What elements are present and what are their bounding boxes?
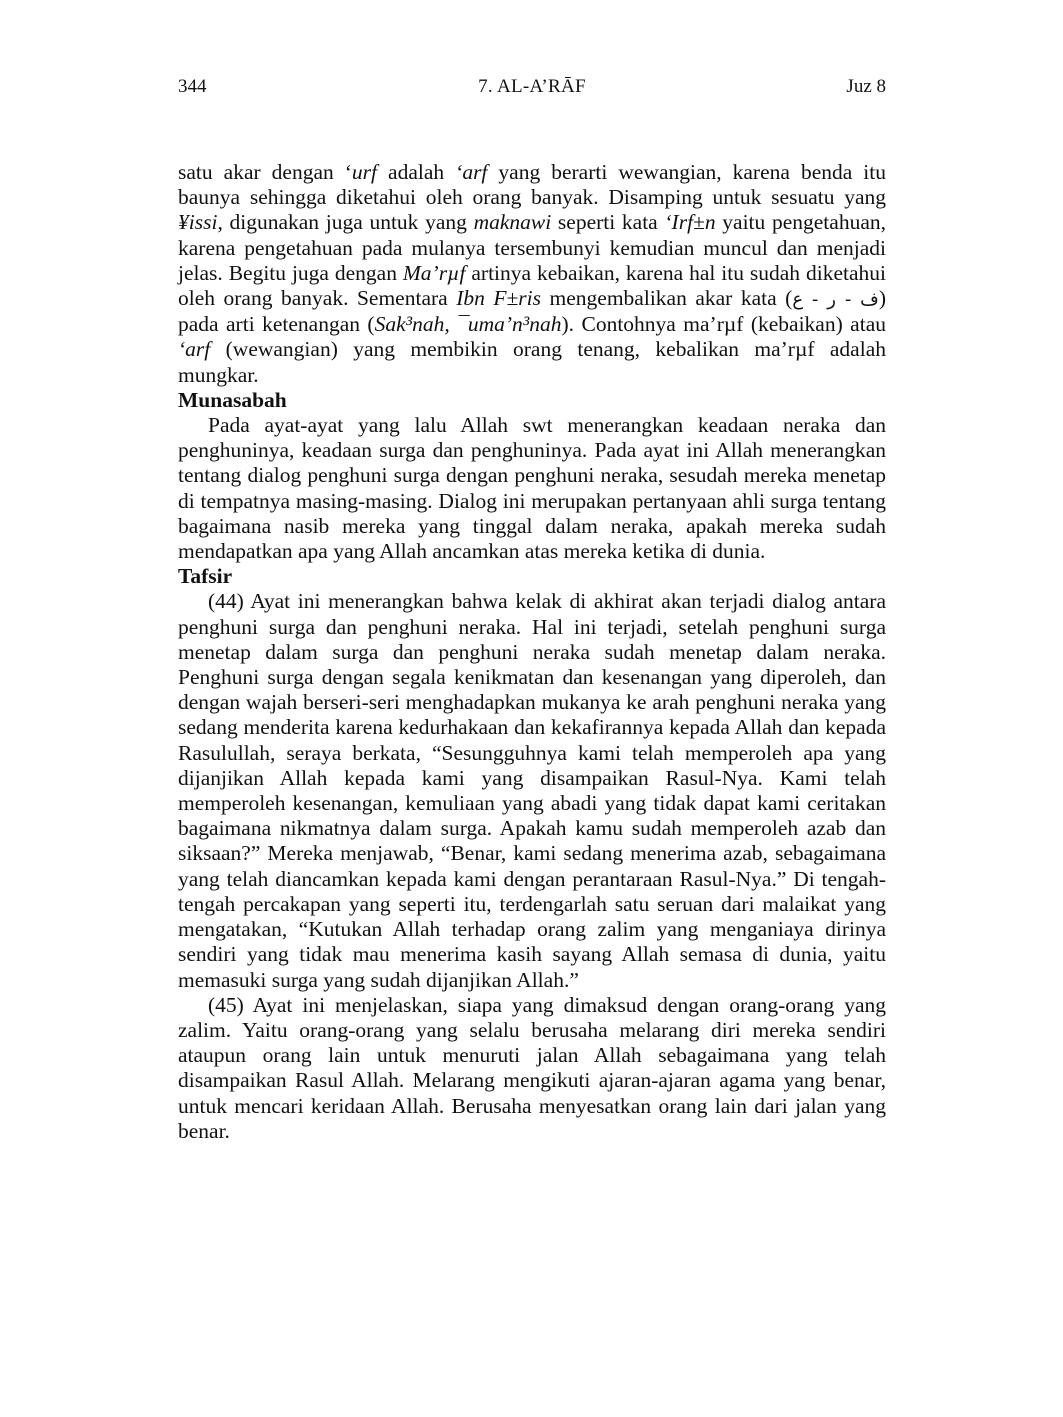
intro-paragraph: satu akar dengan ‘urf adalah ‘arf yang berarti wewangian, karena benda itu baunya sehingga diketahui oleh orang banyak. Disamping untuk sesuatu yang ¥issi, digunakan juga untuk yang maknawi seperti kata ‘Irf±n yaitu pengetahuan, karena pengetahuan pada mulanya tersembunyi kemudian muncul dan menjadi jelas. Begitu juga dengan Ma’rµf artinya kebaikan, karena hal itu sudah diketahui oleh orang banyak. Sementara Ibn F±ris mengembalikan akar kata (ف - ر - ع) pada arti ketenangan (Sak³nah, ¯uma’n³nah). Contohnya ma’rµf (kebaikan) atau ‘arf (wewangian) yang membikin orang tenang, kebalikan ma’rµf adalah mungkar. [178, 160, 886, 387]
page-number: 344 [178, 76, 207, 97]
tafsir-verse-45: (45) Ayat ini menjelaskan, siapa yang dimaksud dengan orang-orang yang zalim. Yaitu orang-orang yang selalu berusaha melarang diri mereka sendiri ataupun orang lain untuk menuruti jalan Allah sebagaimana yang telah disampaikan Rasul Allah. Melarang mengikuti ajaran-ajaran agama yang benar, untuk mencari keridaan Allah. Berusaha menyesatkan orang lain dari jalan yang benar. [178, 992, 886, 1143]
chapter-title: 7. AL-A’RĀF [478, 76, 586, 97]
munasabah-heading: Munasabah [178, 387, 287, 412]
munasabah-paragraph: Pada ayat-ayat yang lalu Allah swt menerangkan keadaan neraka dan penghuninya, keadaan surga dan penghuninya. Pada ayat ini Allah menerangkan tentang dialog penghuni surga dengan penghuni neraka, sesudah mereka menetap di tempatnya masing-masing. Dialog ini merupakan pertanyaan ahli surga tentang bagaimana nasib mereka yang tinggal dalam neraka, apakah mereka sudah mendapatkan apa yang Allah ancamkan atas mereka ketika di dunia. [178, 413, 886, 564]
tafsir-verse-44: (44) Ayat ini menerangkan bahwa kelak di akhirat akan terjadi dialog antara penghuni surga dan penghuni neraka. Hal ini terjadi, setelah penghuni surga menetap dalam surga dan penghuni neraka sudah menetap dalam neraka. Penghuni surga dengan segala kenikmatan dan kesenangan yang diperoleh, dan dengan wajah berseri-seri menghadapkan mukanya ke arah penghuni neraka yang sedang menderita karena kedurhakaan dan kekafirannya kepada Allah dan kepada Rasulullah, seraya berkata, “Sesungguhnya kami telah memperoleh apa yang dijanjikan Allah kepada kami yang disampaikan Rasul-Nya. Kami telah memperoleh kesenangan, kemuliaan yang abadi yang tidak dapat kami ceritakan bagaimana nikmatnya dalam surga. Apakah kamu sudah memperoleh azab dan siksaan?” Mereka menjawab, “Benar, kami sedang menerima azab, sebagaimana yang telah diancamkan kepada kami dengan perantaraan Rasul-Nya.” Di tengah-tengah percakapan yang seperti itu, terdengarlah satu seruan dari malaikat yang mengatakan, “Kutukan Allah terhadap orang zalim yang menganiaya dirinya sendiri yang tidak mau menerima kasih sayang Allah semasa di dunia, yaitu memasuki surga yang sudah dijanjikan Allah.” [178, 589, 886, 992]
page-header [178, 76, 886, 102]
tafsir-heading: Tafsir [178, 564, 233, 589]
page-body [178, 160, 886, 1144]
juz-label: Juz 8 [846, 76, 886, 97]
arabic-root-letters: ف - ر - ع [792, 289, 879, 311]
